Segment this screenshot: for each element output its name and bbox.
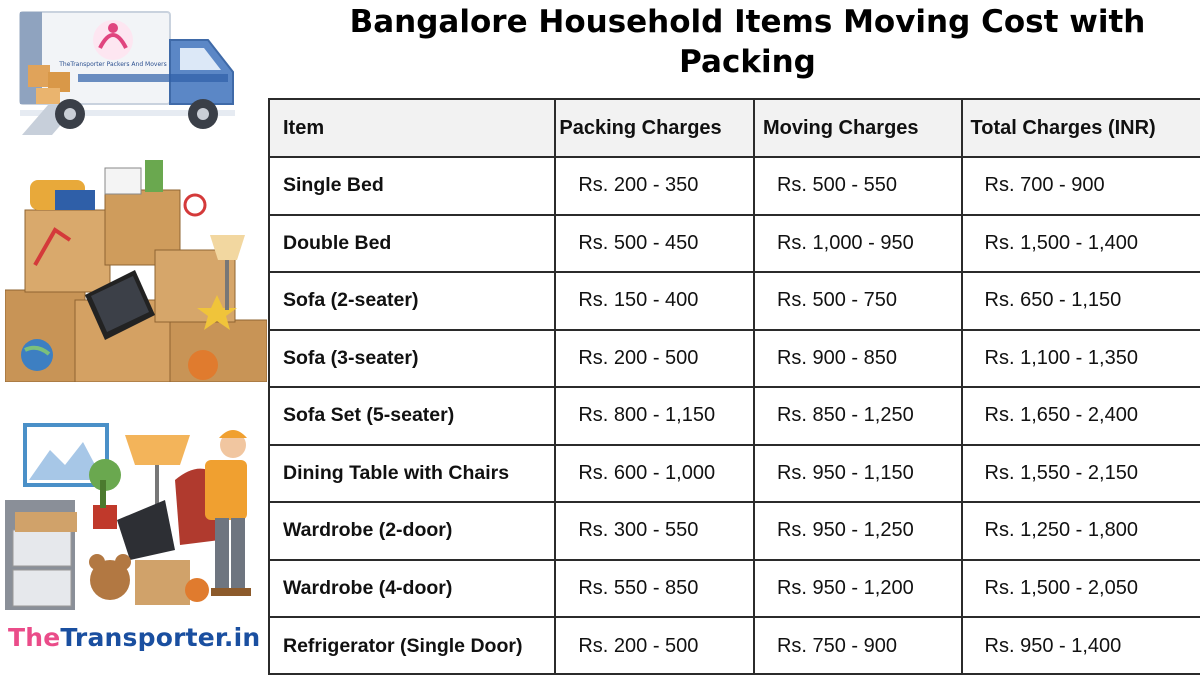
item-cell: Wardrobe (4-door)	[270, 561, 556, 617]
moving-cell: Rs. 950 - 1,200	[755, 561, 963, 617]
table-row	[270, 216, 1200, 274]
packing-cell: Rs. 200 - 500	[556, 331, 755, 387]
packing-cell: Rs. 800 - 1,150	[556, 388, 755, 444]
table-row	[270, 618, 1200, 675]
moving-cell: Rs. 500 - 550	[755, 158, 963, 214]
packing-cell: Rs. 150 - 400	[556, 273, 755, 329]
packing-cell: Rs. 200 - 500	[556, 618, 755, 675]
total-cell: Rs. 1,500 - 1,400	[984, 231, 1138, 254]
moving-truck-illustration	[18, 10, 240, 135]
total-cell: Rs. 650 - 1,150	[984, 289, 1122, 312]
total-cell: Rs. 1,250 - 1,800	[984, 519, 1138, 542]
table-row	[270, 561, 1200, 619]
page-title: Bangalore Household Items Moving Cost with Packing	[349, 4, 1146, 80]
header-total-charges: Total Charges (INR)	[970, 116, 1156, 139]
item-cell: Dining Table with Chairs	[270, 446, 556, 502]
truck-logo-text: TheTransporter Packers And Movers	[59, 61, 167, 68]
total-cell: Rs. 1,650 - 2,400	[984, 404, 1138, 427]
packing-cell: Rs. 550 - 850	[556, 561, 755, 617]
total-cell: Rs. 1,550 - 2,150	[984, 461, 1138, 484]
table-row	[270, 331, 1200, 389]
moving-cell: Rs. 950 - 1,150	[755, 446, 963, 502]
total-cell: Rs. 1,500 - 2,050	[984, 576, 1138, 599]
header-item: Item	[270, 100, 556, 156]
household-boxes-illustration	[5, 150, 267, 382]
header-moving-charges: Moving Charges	[755, 100, 963, 156]
moving-cell: Rs. 1,000 - 950	[755, 216, 963, 272]
table-row	[270, 158, 1200, 216]
packing-cell: Rs. 300 - 550	[556, 503, 755, 559]
brand-watermark: TheTransporter.in	[8, 623, 261, 652]
item-cell: Sofa Set (5-seater)	[270, 388, 556, 444]
table-row	[270, 503, 1200, 561]
item-cell: Double Bed	[270, 216, 556, 272]
table-header-row	[270, 100, 1200, 158]
table-row	[270, 388, 1200, 446]
total-cell: Rs. 950 - 1,400	[984, 635, 1122, 658]
moving-cell: Rs. 750 - 900	[755, 618, 963, 675]
packing-cell: Rs. 500 - 450	[556, 216, 755, 272]
mover-worker-illustration	[5, 420, 267, 610]
moving-cell: Rs. 950 - 1,250	[755, 503, 963, 559]
table-row	[270, 273, 1200, 331]
header-packing-charges: Packing Charges	[556, 100, 755, 156]
total-cell: Rs. 700 - 900	[984, 174, 1105, 197]
item-cell: Sofa (2-seater)	[270, 273, 556, 329]
packing-cell: Rs. 200 - 350	[556, 158, 755, 214]
moving-cell: Rs. 500 - 750	[755, 273, 963, 329]
cost-table	[268, 98, 1200, 675]
table-row	[270, 446, 1200, 504]
packing-cell: Rs. 600 - 1,000	[556, 446, 755, 502]
total-cell: Rs. 1,100 - 1,350	[984, 346, 1138, 369]
moving-cell: Rs. 850 - 1,250	[755, 388, 963, 444]
item-cell: Wardrobe (2-door)	[270, 503, 556, 559]
item-cell: Single Bed	[270, 158, 556, 214]
item-cell: Sofa (3-seater)	[270, 331, 556, 387]
item-cell: Refrigerator (Single Door)	[270, 618, 556, 675]
moving-cell: Rs. 900 - 850	[755, 331, 963, 387]
